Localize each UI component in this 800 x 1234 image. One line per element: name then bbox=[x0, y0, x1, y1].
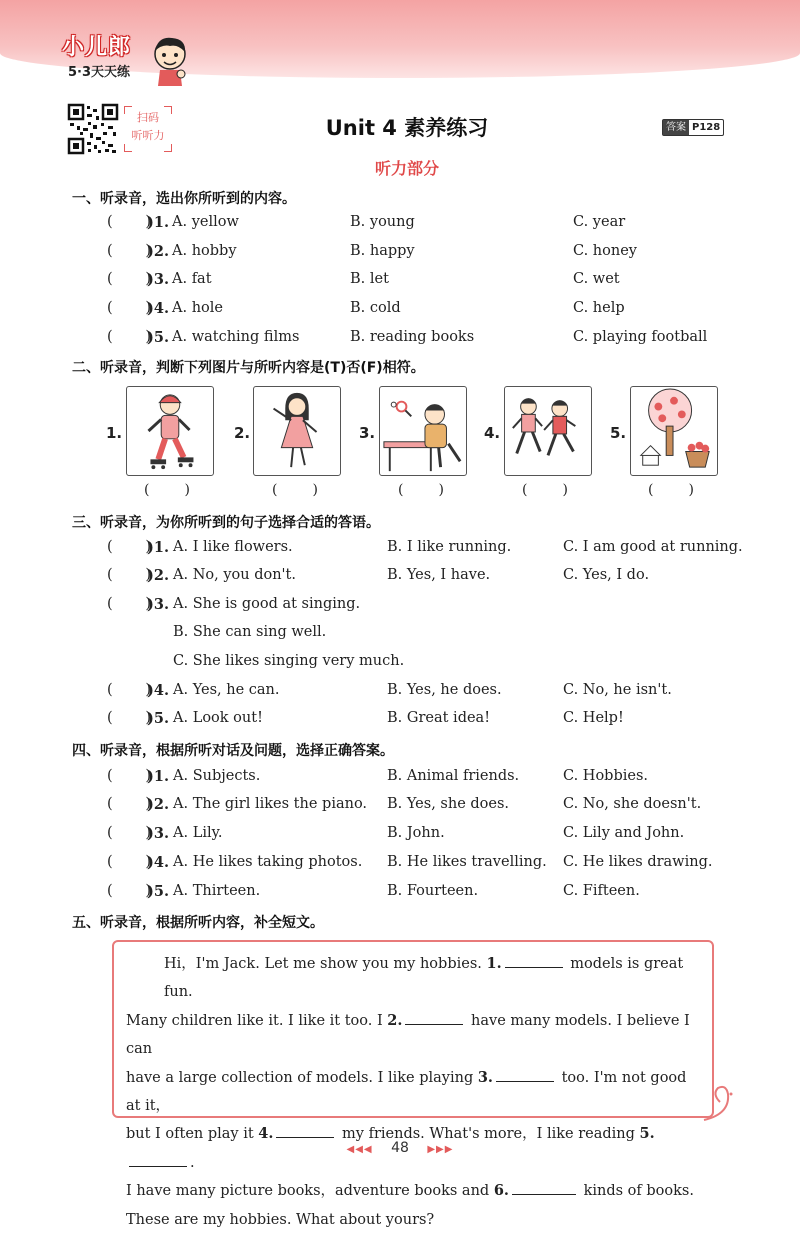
picture-number: 1. bbox=[106, 424, 123, 442]
option-a: A. watching films bbox=[172, 329, 300, 345]
option-c: C. playing football bbox=[573, 329, 708, 345]
page-footer bbox=[0, 1140, 800, 1156]
blank-6-input[interactable] bbox=[512, 1179, 576, 1195]
question-number: )1. bbox=[147, 214, 169, 231]
question-number: )4. bbox=[147, 854, 169, 871]
blank-2-input[interactable] bbox=[405, 1009, 463, 1025]
passage-text: These are my hobbies. What about yours? bbox=[126, 1211, 435, 1228]
brand-logo bbox=[62, 30, 131, 80]
option-a: A. Subjects. bbox=[173, 768, 261, 784]
option-a: A. No, you don't. bbox=[173, 567, 296, 583]
blank-3-input[interactable] bbox=[496, 1066, 554, 1082]
question-number: )1. bbox=[147, 768, 169, 785]
answer-label: 答案 bbox=[663, 120, 689, 135]
question-number: )3. bbox=[147, 271, 169, 288]
option-a: A. He likes taking photos. bbox=[173, 854, 363, 870]
option-b: B. reading books bbox=[350, 329, 475, 345]
picture-number: 5. bbox=[610, 424, 627, 442]
question-number: )1. bbox=[147, 539, 169, 556]
option-b: B. John. bbox=[387, 825, 445, 841]
question-row bbox=[0, 710, 800, 732]
option-c: C. honey bbox=[573, 243, 637, 259]
picture-table-tennis-boy bbox=[379, 386, 467, 476]
option-c: C. Lily and John. bbox=[563, 825, 685, 841]
picture-running-boys bbox=[504, 386, 592, 476]
question-number: )2. bbox=[147, 567, 169, 584]
blank-number: 2. bbox=[387, 1011, 403, 1029]
right-arrows-icon: ▶▶▶ bbox=[427, 1144, 454, 1155]
section-3-heading: 三、听录音，为你所听到的句子选择合适的答语。 bbox=[72, 515, 380, 531]
question-number: )3. bbox=[147, 825, 169, 842]
option-b: B. Yes, he does. bbox=[387, 682, 502, 698]
option-a: A. yellow bbox=[172, 214, 239, 230]
picture-skating-boy bbox=[126, 386, 214, 476]
passage-text: I have many picture books，adventure books and bbox=[126, 1183, 490, 1200]
option-b: B. young bbox=[350, 214, 415, 230]
scan-line-1: 扫码 bbox=[137, 111, 159, 124]
page-curl-icon bbox=[700, 1080, 736, 1122]
question-number: )3. bbox=[147, 596, 169, 613]
blank-number: 5. bbox=[639, 1125, 655, 1143]
option-b: B. He likes travelling. bbox=[387, 854, 547, 870]
option-c: C. help bbox=[573, 300, 625, 316]
brand-subtitle: 5·3天天练 bbox=[68, 65, 131, 80]
picture-number: 4. bbox=[484, 424, 501, 442]
option-c: C. wet bbox=[573, 271, 620, 287]
question-number: )5. bbox=[147, 883, 169, 900]
passage-text: . bbox=[190, 1154, 195, 1171]
option-c: C. year bbox=[573, 214, 626, 230]
question-row bbox=[0, 243, 800, 265]
option-b: B. Great idea! bbox=[387, 710, 491, 726]
option-a: A. She is good at singing. bbox=[173, 596, 361, 612]
left-arrows-icon: ◀◀◀ bbox=[346, 1144, 373, 1155]
section-2-heading: 二、听录音，判断下列图片与所听内容是(T)否(F)相符。 bbox=[72, 360, 425, 376]
question-row bbox=[0, 539, 800, 561]
question-row bbox=[0, 825, 800, 847]
blank-4-input[interactable] bbox=[276, 1122, 334, 1138]
option-c: C. She likes singing very much. bbox=[173, 653, 405, 669]
answer-page: P128 bbox=[692, 122, 721, 133]
blank-number: 1. bbox=[486, 955, 502, 972]
question-row bbox=[0, 883, 800, 905]
option-b: B. cold bbox=[350, 300, 401, 316]
blank-number: 6. bbox=[493, 1182, 509, 1200]
option-b: B. Yes, she does. bbox=[387, 796, 510, 812]
option-a: A. hobby bbox=[172, 243, 237, 259]
question-row bbox=[0, 682, 800, 704]
question-row-continued bbox=[0, 624, 800, 646]
option-b: B. Fourteen. bbox=[387, 883, 479, 899]
option-c: C. No, she doesn't. bbox=[563, 796, 702, 812]
question-row bbox=[0, 796, 800, 818]
option-c: C. Help! bbox=[563, 710, 624, 726]
brand-name: 小儿郎 bbox=[62, 35, 132, 60]
option-a: A. The girl likes the piano. bbox=[173, 796, 368, 812]
option-c: C. No, he isn't. bbox=[563, 682, 672, 698]
picture-number: 2. bbox=[234, 424, 251, 442]
option-c: C. Yes, I do. bbox=[563, 567, 650, 583]
question-row-continued bbox=[0, 653, 800, 675]
picture-apple-tree bbox=[630, 386, 718, 476]
question-row bbox=[0, 596, 800, 618]
option-b: B. I like running. bbox=[387, 539, 512, 555]
blank-number: 3. bbox=[477, 1068, 493, 1086]
picture-number: 3. bbox=[359, 424, 376, 442]
passage-text: have a large collection of models. I like playing bbox=[126, 1069, 474, 1086]
picture-row bbox=[0, 386, 800, 506]
question-number: )5. bbox=[147, 710, 169, 727]
option-c: C. Fifteen. bbox=[563, 883, 640, 899]
question-row bbox=[0, 567, 800, 589]
question-number: )4. bbox=[147, 300, 169, 317]
section-4-heading: 四、听录音，根据所听对话及问题，选择正确答案。 bbox=[72, 743, 394, 759]
option-b: B. let bbox=[350, 271, 389, 287]
section-subtitle: 听力部分 bbox=[374, 159, 439, 178]
option-a: A. Thirteen. bbox=[173, 883, 261, 899]
passage-text: kinds of books. bbox=[583, 1183, 694, 1200]
question-row bbox=[0, 271, 800, 293]
question-row bbox=[0, 329, 800, 351]
option-b: B. happy bbox=[350, 243, 415, 259]
passage-text: Hi，I'm Jack. Let me show you my hobbies. bbox=[164, 956, 482, 972]
option-b: B. She can sing well. bbox=[173, 624, 327, 640]
option-b: B. Animal friends. bbox=[387, 768, 520, 784]
question-row bbox=[0, 214, 800, 236]
passage-text: too. I'm not good at it， bbox=[126, 1069, 687, 1115]
mascot-boy-icon bbox=[148, 34, 192, 86]
question-number: )2. bbox=[147, 243, 169, 260]
page-number: 48 bbox=[391, 1140, 409, 1156]
option-a: A. hole bbox=[172, 300, 223, 316]
passage-text: have many models. I believe I can bbox=[126, 1012, 690, 1058]
option-b: B. Yes, I have. bbox=[387, 567, 491, 583]
question-row bbox=[0, 768, 800, 790]
question-number: )5. bbox=[147, 329, 169, 346]
question-row bbox=[0, 854, 800, 876]
option-a: A. Look out! bbox=[173, 710, 263, 726]
passage-text: models is great fun. bbox=[164, 956, 684, 1001]
section-1-heading: 一、听录音，选出你所听到的内容。 bbox=[72, 191, 296, 207]
option-c: C. Hobbies. bbox=[563, 768, 649, 784]
option-a: A. I like flowers. bbox=[173, 539, 293, 555]
passage-text: my friends. What's more，I like reading bbox=[342, 1126, 635, 1143]
option-a: A. Yes, he can. bbox=[173, 682, 280, 698]
question-number: )2. bbox=[147, 796, 169, 813]
answer-reference bbox=[662, 119, 724, 136]
option-a: A. Lily. bbox=[173, 825, 223, 841]
question-row bbox=[0, 300, 800, 322]
blank-number: 4. bbox=[258, 1125, 274, 1143]
picture-dancing-girl bbox=[253, 386, 341, 476]
passage-text: but I often play it bbox=[126, 1126, 254, 1143]
section-5-heading: 五、听录音，根据所听内容，补全短文。 bbox=[72, 915, 324, 931]
scan-line-2: 听听力 bbox=[131, 129, 165, 142]
question-number: )4. bbox=[147, 682, 169, 699]
passage-text: Many children like it. I like it too. I bbox=[126, 1012, 383, 1029]
option-c: C. I am good at running. bbox=[563, 539, 743, 555]
option-c: C. He likes drawing. bbox=[563, 854, 713, 870]
page-title: Unit 4 素养练习 bbox=[325, 116, 489, 140]
blank-1-input[interactable] bbox=[505, 952, 563, 968]
option-a: A. fat bbox=[172, 271, 212, 287]
